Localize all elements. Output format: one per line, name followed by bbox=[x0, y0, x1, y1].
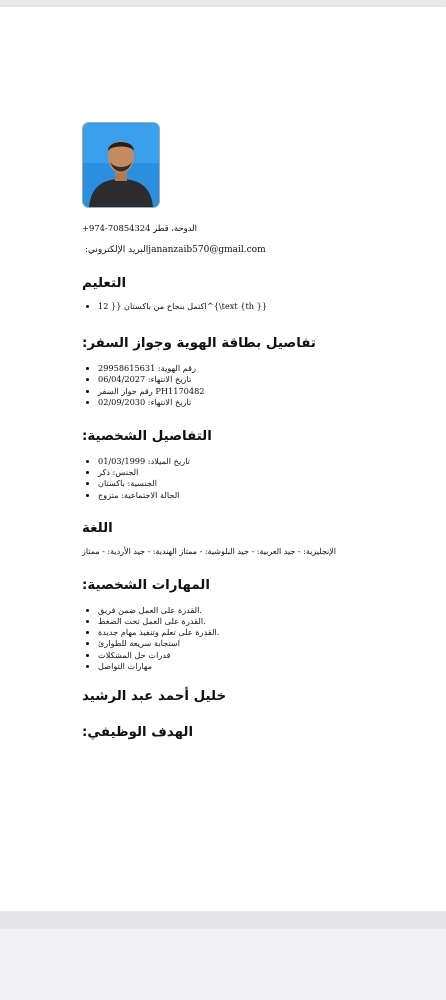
resume-content bbox=[82, 122, 382, 742]
list-item: • رقم الهوية: 29958615631 bbox=[98, 363, 382, 374]
list-item: • تاريخ الانتهاء: 06/04/2027 bbox=[98, 374, 382, 385]
list-item: • قدرات حل المشكلات bbox=[98, 650, 382, 661]
list-item: • الجنس: ذكر bbox=[98, 467, 382, 478]
email-line bbox=[82, 244, 382, 256]
personal-list bbox=[82, 456, 382, 501]
person-name: خليل أحمد عبد الرشيد bbox=[82, 689, 227, 705]
language-section bbox=[82, 520, 382, 558]
objective-section bbox=[82, 724, 382, 742]
document-page bbox=[0, 7, 446, 911]
name-section bbox=[82, 688, 382, 706]
personal-heading: التفاصيل الشخصية: bbox=[82, 429, 212, 445]
education-section bbox=[82, 275, 382, 312]
list-item: • الحالة الاجتماعية: متزوج bbox=[98, 490, 382, 501]
personal-section bbox=[82, 428, 382, 501]
bottom-gap bbox=[0, 911, 446, 929]
list-item: • القدرة على تعلم وتنفيذ مهام جديدة. bbox=[98, 627, 382, 638]
list-item: • رقم جواز السفر PH1170482 bbox=[98, 386, 382, 397]
list-item: • القدرة على العمل تحت الضغط. bbox=[98, 616, 382, 627]
education-list bbox=[82, 301, 382, 312]
skills-heading: المهارات الشخصية: bbox=[82, 577, 210, 593]
skills-list bbox=[82, 605, 382, 672]
objective-heading: الهدف الوظيفي: bbox=[82, 725, 194, 741]
language-text: الإنجليزية: - جيد العربية: - جيد البلوشية: - ممتاز الهندية: - جيد الأردية: - ممتاز bbox=[82, 546, 337, 556]
list-item: • مهارات التواصل bbox=[98, 661, 382, 672]
email-label: البريد الإلكتروني: bbox=[82, 245, 149, 255]
list-item: • تاريخ الانتهاء: 02/09/2030 bbox=[98, 397, 382, 408]
location-phone: الدوحة، قطر ‎+974-70854324 bbox=[82, 223, 197, 233]
email-link[interactable]: jananzaib570@gmail.com bbox=[148, 245, 266, 255]
list-item: • استجابة سريعة للطوارئ bbox=[98, 638, 382, 649]
skills-section bbox=[82, 577, 382, 672]
profile-photo bbox=[82, 122, 160, 208]
education-heading: التعليم bbox=[82, 276, 127, 291]
list-item: • الجنسية: باكستان bbox=[98, 478, 382, 489]
education-item: • اكتمل بنجاح من باكستان {{ 12^{\text {th }} bbox=[98, 301, 382, 312]
id-passport-list bbox=[82, 363, 382, 408]
list-item: • تاريخ الميلاد: 01/03/1999 bbox=[98, 456, 382, 467]
id-passport-section bbox=[82, 335, 382, 408]
person-photo-icon bbox=[83, 123, 159, 207]
top-bar bbox=[0, 0, 446, 7]
id-passport-heading: تفاصيل بطاقة الهوية وجواز السفر: bbox=[82, 336, 316, 352]
language-heading: اللغة bbox=[82, 520, 113, 536]
list-item: • القدرة على العمل ضمن فريق. bbox=[98, 605, 382, 616]
